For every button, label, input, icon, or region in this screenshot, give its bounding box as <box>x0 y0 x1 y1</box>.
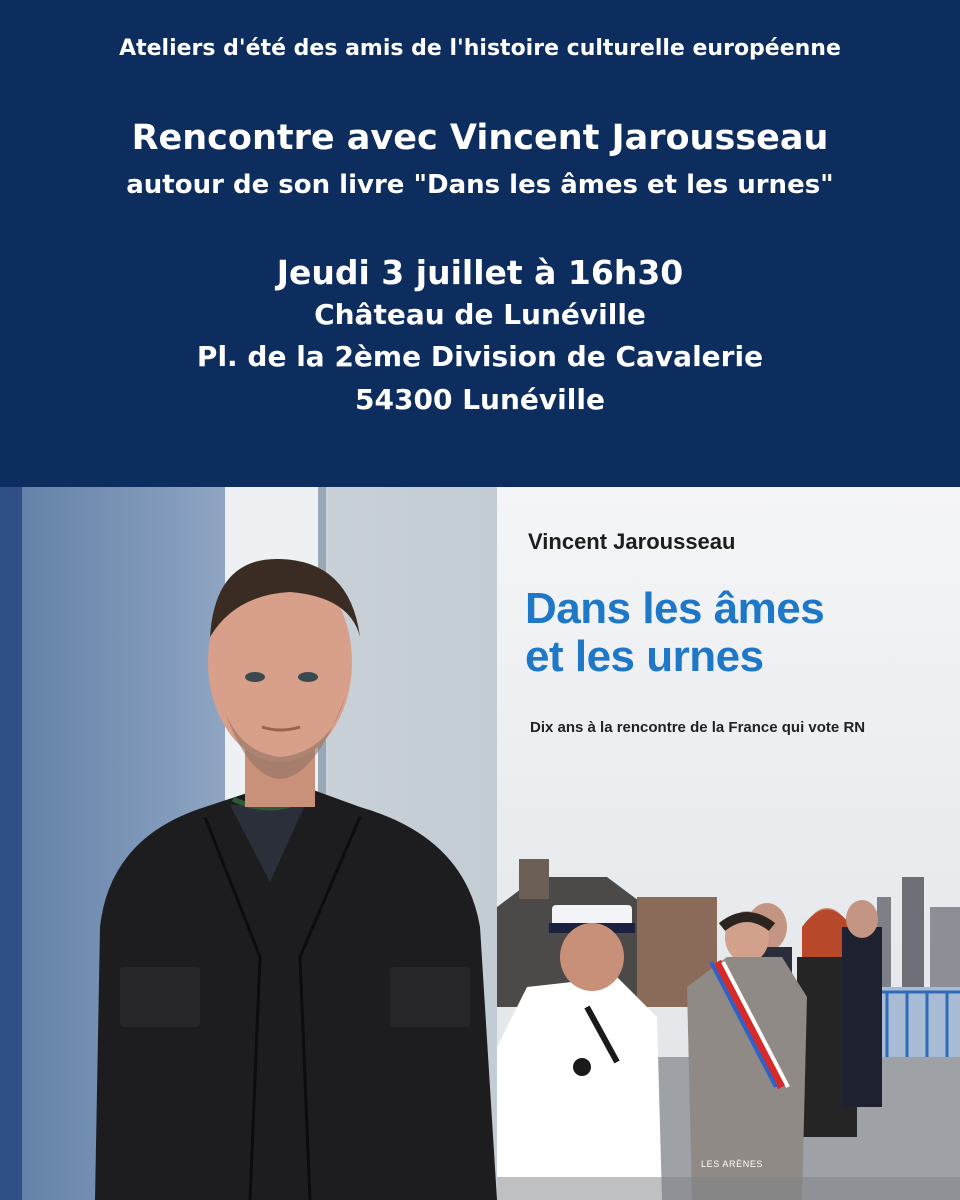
cover-title-line-2: et les urnes <box>525 632 764 681</box>
cover-tagline: Dix ans à la rencontre de la France qui vote RN <box>530 719 866 736</box>
publisher-logo: LES ARÈNES <box>701 1159 764 1169</box>
book-cover <box>497 487 960 1200</box>
cover-title <box>525 585 824 681</box>
event-street: Pl. de la 2ème Division de Cavalerie <box>196 340 764 373</box>
event-subtitle: autour de son livre "Dans les âmes et les urnes" <box>126 170 834 200</box>
event-date: Jeudi 3 juillet à 16h30 <box>276 253 684 292</box>
cover-title-line-1: Dans les âmes <box>525 584 825 633</box>
organizer-text: Ateliers d'été des amis de l'histoire culturelle européenne <box>119 36 841 61</box>
event-banner <box>0 0 960 487</box>
author-portrait-illustration <box>0 487 497 1200</box>
author-portrait <box>0 487 497 1200</box>
event-city: 54300 Lunéville <box>355 383 605 416</box>
event-venue: Château de Lunéville <box>314 298 646 331</box>
cover-author: Vincent Jarousseau <box>528 529 736 554</box>
event-title: Rencontre avec Vincent Jarousseau <box>131 118 829 158</box>
